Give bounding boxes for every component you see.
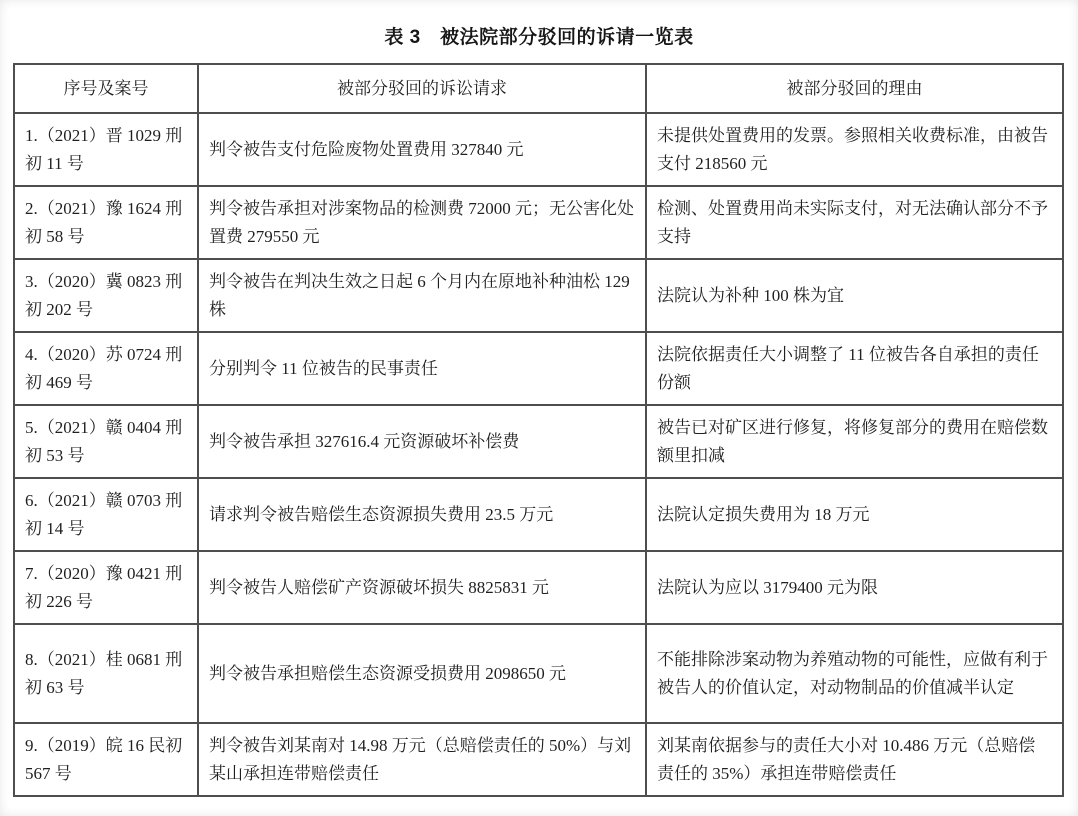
cell-reason: 法院认定损失费用为 18 万元 <box>646 478 1063 551</box>
cell-reason: 刘某南依据参与的责任大小对 10.486 万元（总赔偿责任的 35%）承担连带赔偿责任 <box>646 723 1063 796</box>
table-row <box>14 551 1063 624</box>
cell-case-number: 8.（2021）桂 0681 刑初 63 号 <box>14 624 198 723</box>
header-rejected-claim: 被部分驳回的诉讼请求 <box>198 64 646 113</box>
table-row <box>14 405 1063 478</box>
cell-case-number: 3.（2020）冀 0823 刑初 202 号 <box>14 259 198 332</box>
cell-case-number: 4.（2020）苏 0724 刑初 469 号 <box>14 332 198 405</box>
cell-claim: 判令被告支付危险废物处置费用 327840 元 <box>198 113 646 186</box>
cell-claim: 判令被告刘某南对 14.98 万元（总赔偿责任的 50%）与刘某山承担连带赔偿责任 <box>198 723 646 796</box>
cell-case-number: 9.（2019）皖 16 民初 567 号 <box>14 723 198 796</box>
cell-case-number: 7.（2020）豫 0421 刑初 226 号 <box>14 551 198 624</box>
header-row <box>14 64 1063 113</box>
cell-claim: 判令被告承担赔偿生态资源受损费用 2098650 元 <box>198 624 646 723</box>
cell-case-number: 6.（2021）赣 0703 刑初 14 号 <box>14 478 198 551</box>
cell-reason: 检测、处置费用尚未实际支付，对无法确认部分不予支持 <box>646 186 1063 259</box>
cell-reason: 未提供处置费用的发票。参照相关收费标准，由被告支付 218560 元 <box>646 113 1063 186</box>
table-row <box>14 478 1063 551</box>
table-row <box>14 332 1063 405</box>
partially-rejected-claims-table <box>13 63 1064 797</box>
cell-reason: 被告已对矿区进行修复，将修复部分的费用在赔偿数额里扣减 <box>646 405 1063 478</box>
header-case-number: 序号及案号 <box>14 64 198 113</box>
table-row <box>14 186 1063 259</box>
header-rejection-reason: 被部分驳回的理由 <box>646 64 1063 113</box>
table-title: 表 3 被法院部分驳回的诉请一览表 <box>384 27 694 48</box>
cell-reason: 法院依据责任大小调整了 11 位被告各自承担的责任份额 <box>646 332 1063 405</box>
cell-claim: 判令被告承担对涉案物品的检测费 72000 元；无公害化处置费 279550 元 <box>198 186 646 259</box>
cell-claim: 判令被告在判决生效之日起 6 个月内在原地补种油松 129 株 <box>198 259 646 332</box>
cell-claim: 判令被告承担 327616.4 元资源破坏补偿费 <box>198 405 646 478</box>
cell-case-number: 2.（2021）豫 1624 刑初 58 号 <box>14 186 198 259</box>
cell-claim: 请求判令被告赔偿生态资源损失费用 23.5 万元 <box>198 478 646 551</box>
cell-case-number: 5.（2021）赣 0404 刑初 53 号 <box>14 405 198 478</box>
cell-reason: 法院认为应以 3179400 元为限 <box>646 551 1063 624</box>
cell-claim: 分别判令 11 位被告的民事责任 <box>198 332 646 405</box>
table-row <box>14 723 1063 796</box>
cell-reason: 法院认为补种 100 株为宜 <box>646 259 1063 332</box>
table-row <box>14 624 1063 723</box>
table-row <box>14 113 1063 186</box>
table-row <box>14 259 1063 332</box>
cell-case-number: 1.（2021）晋 1029 刑初 11 号 <box>14 113 198 186</box>
cell-reason: 不能排除涉案动物为养殖动物的可能性，应做有利于被告人的价值认定，对动物制品的价值减半认定 <box>646 624 1063 723</box>
cell-claim: 判令被告人赔偿矿产资源破坏损失 8825831 元 <box>198 551 646 624</box>
